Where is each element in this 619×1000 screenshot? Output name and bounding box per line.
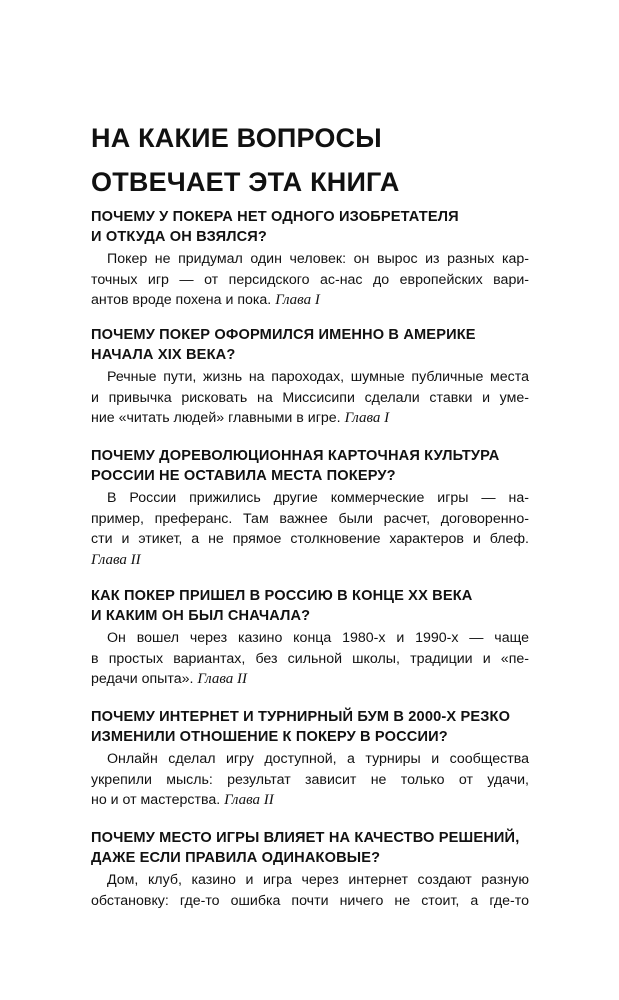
- question-line: ПОЧЕМУ МЕСТО ИГРЫ ВЛИЯЕТ НА КАЧЕСТВО РЕШЕНИЙ,: [91, 830, 520, 846]
- question-line: КАК ПОКЕР ПРИШЕЛ В РОССИЮ В КОНЦЕ XX ВЕКА: [91, 588, 473, 604]
- question-line: И ОТКУДА ОН ВЗЯЛСЯ?: [91, 229, 268, 245]
- answer-line: в простых вариантах, без сильной школы, традиции и «пе-: [91, 650, 529, 667]
- section-question: [91, 446, 529, 486]
- chapter-reference: Глава II: [91, 551, 141, 568]
- section-answer: [91, 249, 529, 311]
- answer-line-last: [91, 790, 529, 811]
- qa-section-5: [91, 707, 529, 811]
- qa-section-4: [91, 586, 529, 690]
- section-answer: [91, 367, 529, 429]
- answer-line-last: [91, 290, 529, 311]
- answer-line: Он вошел через казино конца 1980-х и 1990-х — чаще: [107, 630, 529, 646]
- question-line: РОССИИ НЕ ОСТАВИЛА МЕСТА ПОКЕРУ?: [91, 468, 396, 484]
- question-line: ПОЧЕМУ У ПОКЕРА НЕТ ОДНОГО ИЗОБРЕТАТЕЛЯ: [91, 209, 459, 225]
- qa-section-6: [91, 828, 529, 911]
- answer-line-text: антов вроде похена и пока.: [91, 292, 272, 308]
- page-title: [91, 116, 400, 204]
- section-question: [91, 707, 529, 747]
- answer-line: В России прижились другие коммерческие игры — на-: [107, 490, 529, 506]
- page-title-line: НА КАКИЕ ВОПРОСЫ: [91, 123, 382, 153]
- section-answer: [91, 870, 529, 911]
- question-line: ДАЖЕ ЕСЛИ ПРАВИЛА ОДИНАКОВЫЕ?: [91, 850, 381, 866]
- question-line: ПОЧЕМУ ИНТЕРНЕТ И ТУРНИРНЫЙ БУМ В 2000-Х РЕЗКО: [91, 709, 511, 725]
- page-title-line: ОТВЕЧАЕТ ЭТА КНИГА: [91, 167, 400, 197]
- answer-line: обстановку: где-то ошибка почти ничего не стоит, а где-то: [91, 892, 529, 909]
- answer-line-text: редачи опыта».: [91, 671, 194, 687]
- chapter-reference: Глава II: [224, 792, 274, 808]
- question-line: ПОЧЕМУ ПОКЕР ОФОРМИЛСЯ ИМЕННО В АМЕРИКЕ: [91, 327, 476, 343]
- chapter-reference: Глава II: [197, 671, 247, 687]
- question-line: НАЧАЛА XIX ВЕКА?: [91, 347, 236, 363]
- question-line: ИЗМЕНИЛИ ОТНОШЕНИЕ К ПОКЕРУ В РОССИИ?: [91, 729, 448, 745]
- answer-line: Онлайн сделал игру доступной, а турниры и сообщества: [107, 751, 529, 767]
- answer-line: сти и этикет, а не прямое столкновение характеров и блеф.: [91, 531, 529, 547]
- answer-line-last: [91, 669, 529, 690]
- answer-line: точных игр — от персидского ас-нас до европейских вари-: [91, 271, 529, 288]
- answer-line-last: [91, 408, 529, 429]
- answer-line: Дом, клуб, казино и игра через интернет создают разную: [107, 872, 529, 888]
- chapter-reference: Глава I: [275, 292, 320, 308]
- chapter-reference: Глава I: [344, 410, 390, 426]
- answer-line: пример, преферанс. Там важнее были расчет, договоренно-: [91, 510, 529, 527]
- answer-line: Покер не придумал один человек: он вырос из разных кар-: [107, 251, 529, 267]
- qa-section-3: [91, 446, 529, 570]
- book-page: [91, 0, 529, 1000]
- section-question: [91, 586, 529, 626]
- answer-line-text: ние «читать людей» главными в игре.: [91, 410, 341, 426]
- answer-line: и привычка рисковать на Миссисипи сделали ставки и уме-: [91, 389, 529, 406]
- section-question: [91, 828, 529, 868]
- qa-section-2: [91, 325, 529, 429]
- answer-line-last: [91, 550, 529, 571]
- section-question: [91, 325, 529, 365]
- answer-line: Речные пути, жизнь на пароходах, шумные публичные места: [107, 369, 529, 385]
- question-line: ПОЧЕМУ ДОРЕВОЛЮЦИОННАЯ КАРТОЧНАЯ КУЛЬТУРА: [91, 448, 500, 464]
- question-line: И КАКИМ ОН БЫЛ СНАЧАЛА?: [91, 608, 311, 624]
- section-answer: [91, 628, 529, 690]
- section-answer: [91, 749, 529, 811]
- qa-section-1: [91, 207, 529, 311]
- answer-line-text: но и от мастерства.: [91, 792, 221, 808]
- section-question: [91, 207, 529, 247]
- section-answer: [91, 488, 529, 570]
- answer-line: укрепили мысль: результат зависит не только от удачи,: [91, 771, 529, 788]
